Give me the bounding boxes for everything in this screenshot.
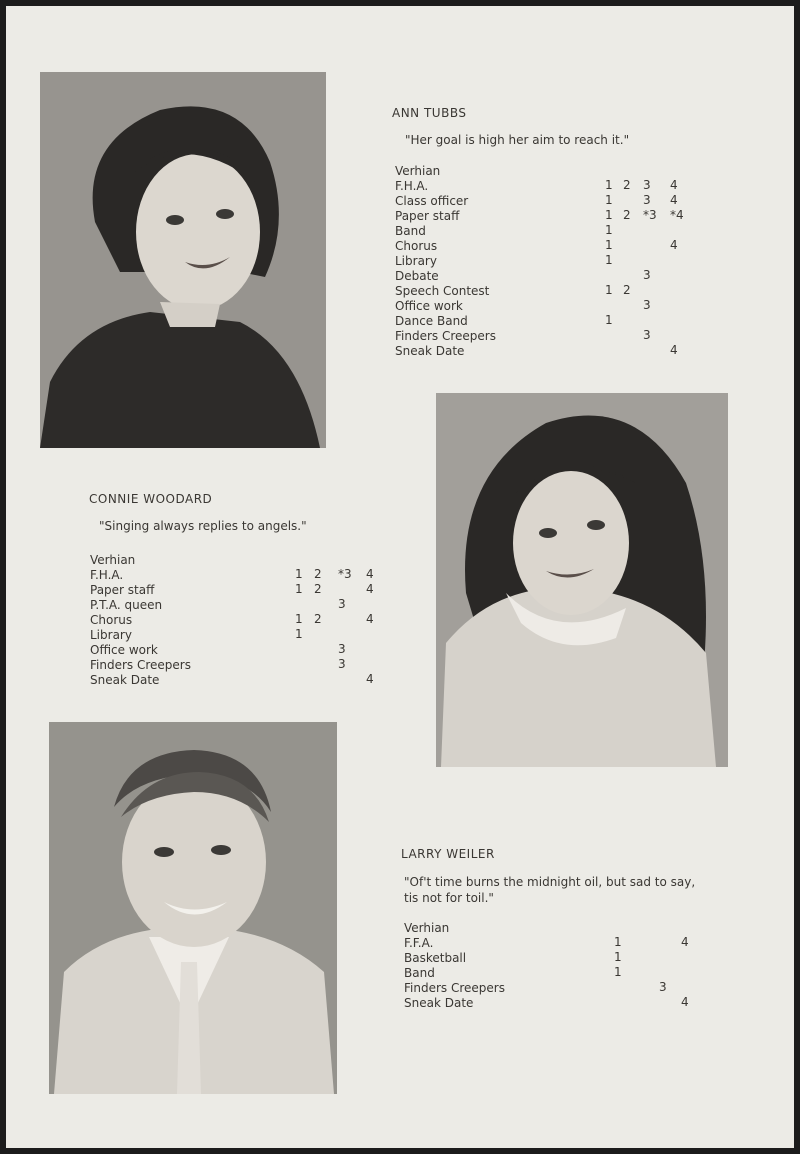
activity-row [395, 224, 695, 239]
activity-year: 4 [670, 193, 678, 207]
activity-year: 1 [605, 313, 613, 327]
activity-year: 3 [643, 298, 651, 312]
portrait-photo-connie-woodard [436, 393, 728, 767]
activity-row [404, 921, 704, 936]
activity-label: Verhian [404, 921, 450, 935]
activity-year: 2 [314, 582, 322, 596]
activity-row [395, 329, 695, 344]
activity-row [395, 239, 695, 254]
activity-year: 4 [670, 178, 678, 192]
activity-label: F.H.A. [90, 568, 124, 582]
activity-label: F.H.A. [395, 179, 429, 193]
portrait-photo-larry-weiler [49, 722, 337, 1094]
activities-list-connie-woodard [90, 553, 390, 688]
activity-label: Paper staff [90, 583, 155, 597]
activity-year: 4 [366, 567, 374, 581]
activity-label: Office work [90, 643, 158, 657]
activity-row [90, 613, 390, 628]
activity-label: Sneak Date [404, 996, 474, 1010]
activity-year: 1 [295, 567, 303, 581]
activity-label: Basketball [404, 951, 467, 965]
activity-year: 1 [295, 627, 303, 641]
yearbook-page [6, 6, 794, 1148]
activity-row [395, 164, 695, 179]
activity-label: Band [404, 966, 435, 980]
activity-label: Paper staff [395, 209, 460, 223]
activity-row [395, 344, 695, 359]
student-name: LARRY WEILER [401, 847, 495, 861]
activity-year: 1 [605, 253, 613, 267]
activity-year: 1 [295, 612, 303, 626]
activity-year: 3 [659, 980, 667, 994]
activity-row [395, 299, 695, 314]
activity-year: 2 [314, 612, 322, 626]
student-quote: "Of't time burns the midnight oil, but sad to say, tis not for toil." [404, 875, 696, 905]
activity-year: 2 [314, 567, 322, 581]
activity-row [404, 936, 704, 951]
activity-row [395, 284, 695, 299]
activity-year: *3 [338, 567, 352, 581]
activity-label: Verhian [395, 164, 441, 178]
student-quote: "Singing always replies to angels." [99, 519, 307, 533]
activity-year: 3 [338, 642, 346, 656]
activity-label: Verhian [90, 553, 136, 567]
activity-label: Finders Creepers [404, 981, 505, 995]
activity-year: 2 [623, 208, 631, 222]
activity-label: P.T.A. queen [90, 598, 163, 612]
activity-label: Debate [395, 269, 439, 283]
student-quote: "Her goal is high her aim to reach it." [405, 133, 630, 147]
activity-row [395, 269, 695, 284]
activity-year: 1 [295, 582, 303, 596]
student-name: CONNIE WOODARD [89, 492, 213, 506]
activity-year: 3 [338, 597, 346, 611]
activity-label: Chorus [395, 239, 438, 253]
activity-label: Speech Contest [395, 284, 490, 298]
activity-year: 4 [366, 582, 374, 596]
activity-year: 1 [605, 283, 613, 297]
activity-year: 1 [614, 935, 622, 949]
activity-label: Sneak Date [395, 344, 465, 358]
activity-row [404, 996, 704, 1011]
activity-row [395, 194, 695, 209]
activity-year: 3 [643, 193, 651, 207]
activity-row [395, 254, 695, 269]
activity-year: 4 [366, 672, 374, 686]
activity-label: Dance Band [395, 314, 468, 328]
activity-year: *4 [670, 208, 684, 222]
activity-year: 1 [605, 193, 613, 207]
activity-label: Library [90, 628, 132, 642]
activity-row [404, 966, 704, 981]
activity-row [395, 179, 695, 194]
activity-year: 4 [681, 935, 689, 949]
activity-label: Finders Creepers [90, 658, 191, 672]
activity-year: 3 [643, 268, 651, 282]
activity-label: Class officer [395, 194, 469, 208]
student-name: ANN TUBBS [392, 106, 467, 120]
activity-year: 4 [681, 995, 689, 1009]
activity-year: 3 [338, 657, 346, 671]
activity-row [395, 209, 695, 224]
activity-year: 1 [605, 208, 613, 222]
activity-row [90, 643, 390, 658]
activity-year: 2 [623, 178, 631, 192]
activity-row [90, 628, 390, 643]
activity-label: Band [395, 224, 426, 238]
activity-row [404, 951, 704, 966]
activity-label: Office work [395, 299, 463, 313]
activity-label: Chorus [90, 613, 133, 627]
activities-list-larry-weiler [404, 921, 704, 1011]
activity-row [90, 598, 390, 613]
activity-label: Finders Creepers [395, 329, 496, 343]
activity-year: 3 [643, 328, 651, 342]
activity-year: 1 [614, 950, 622, 964]
activity-label: F.F.A. [404, 936, 434, 950]
activity-label: Library [395, 254, 437, 268]
activity-row [90, 553, 390, 568]
activity-year: 3 [643, 178, 651, 192]
activity-row [90, 658, 390, 673]
activities-list-ann-tubbs [395, 164, 695, 359]
activity-year: 4 [670, 343, 678, 357]
activity-row [395, 314, 695, 329]
activity-row [90, 673, 390, 688]
activity-year: 1 [605, 238, 613, 252]
activity-year: 4 [670, 238, 678, 252]
activity-year: 1 [605, 223, 613, 237]
activity-row [90, 583, 390, 598]
activity-year: 2 [623, 283, 631, 297]
activity-year: 4 [366, 612, 374, 626]
activity-year: 1 [614, 965, 622, 979]
activity-year: 1 [605, 178, 613, 192]
portrait-photo-ann-tubbs [40, 72, 326, 448]
activity-row [404, 981, 704, 996]
activity-year: *3 [643, 208, 657, 222]
activity-label: Sneak Date [90, 673, 160, 687]
activity-row [90, 568, 390, 583]
